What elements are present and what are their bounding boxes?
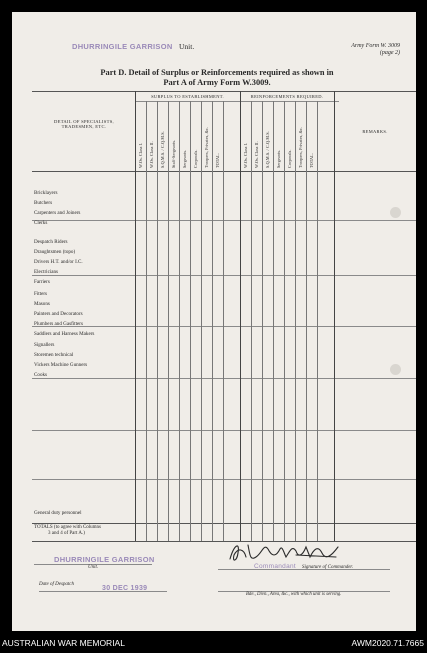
surplus-heading: SURPLUS TO ESTABLISHMENT. [151,94,224,99]
form-reference [280,43,400,57]
binder-hole [390,364,401,375]
surplus-col-5: Sergeants. [182,149,188,168]
row-plumbers: Plumbers and Gasfitters [34,321,83,327]
reinforcement-col-1: W.Os. Class I. [243,142,249,168]
row-storemen: Storemen technical [34,352,74,358]
surplus-col-1: W.Os. Class I. [138,142,144,168]
commandant-stamp: Commandant [254,563,297,570]
row-clerks: Clerks [34,220,48,226]
form-sheet [12,12,416,631]
page-reference: (page 2) [379,50,400,56]
row-carpenters: Carpenters and Joiners [34,210,81,216]
row-saddlers: Saddlers and Harness Makers [34,331,95,337]
unit-stamp: DHURRINGILE GARRISON [72,42,173,51]
despatch-label: Date of Despatch [39,582,74,587]
footer-unit-stamp: DHURRINGILE GARRISON [54,555,155,564]
caption-left: AUSTRALIAN WAR MEMORIAL [2,638,125,648]
row-farriers: Farriers [34,279,50,285]
row-cooks: Cooks [34,372,48,378]
reinforcement-col-2: W.Os. Class II. [254,141,260,168]
totals-line-1: TOTALS (to agree with Columns [34,525,101,530]
row-vickers-gunners: Vickers Machine Gunners [34,362,88,368]
binder-hole [390,207,401,218]
form-title [32,68,402,88]
form-number: Army Form W. 3009 [351,43,400,49]
detail-heading-line-2: TRADESMEN, ETC. [61,124,107,129]
row-signallers: Signallers [34,342,55,348]
detail-heading [34,119,134,129]
row-painters: Painters and Decorators [34,311,83,317]
row-drivers: Drivers H.T. and/or I.C. [34,259,83,265]
row-despatch-riders: Despatch Riders [34,239,68,245]
reinforcement-col-7: TOTAL. [309,153,315,168]
surplus-col-2: W.Os. Class II. [149,141,155,168]
totals-label [34,525,101,537]
archive-caption [0,631,427,653]
totals-line-2: 3 and 4 of Part A.) [48,531,85,536]
row-electricians: Electricians [34,269,59,275]
surplus-col-6: Corporals. [193,149,199,168]
row-draughtsmen: Draughtsmen (topo) [34,249,76,255]
surplus-col-8: TOTAL. [215,153,221,168]
bde-note: Bde., Divn., Area, &c., with which unit is serving. [246,592,342,597]
reinforcement-col-5: Corporals. [287,149,293,168]
row-general-duty: General duty personnel [34,510,82,516]
despatch-date-stamp: 30 DEC 1939 [102,585,148,592]
reinforcement-col-3: S.Q.M.S. / C.Q.M.S. [265,131,271,168]
surplus-col-3: S.Q.M.S. / C.Q.M.S. [160,131,166,168]
reinforcement-col-4: Sergeants. [276,149,282,168]
row-bricklayers: Bricklayers [34,190,58,196]
signature-label: Signature of Commander. [302,565,354,570]
surplus-col-7: Troopers, Privates, &c. [204,126,210,168]
reinforcement-col-6: Troopers, Privates, &c. [298,126,304,168]
title-line-1: Part D. Detail of Surplus or Reinforcements required as shown in [100,68,334,77]
footer-unit-label: Unit. [88,565,99,570]
row-fitters: Fitters [34,291,48,297]
surplus-col-4: Staff-Sergeants. [171,139,177,168]
title-line-2: Part A of Army Form W.3009. [163,78,271,87]
reinforcements-heading: REINFORCEMENTS REQUIRED. [250,94,324,99]
row-butchers: Butchers [34,200,53,206]
row-masons: Masons [34,301,50,307]
caption-right: AWM2020.71.7665 [351,638,424,648]
remarks-heading: REMARKS. [362,129,388,134]
detail-heading-line-1: DETAIL OF SPECIALISTS, [53,119,115,124]
unit-label: Unit. [179,42,195,51]
